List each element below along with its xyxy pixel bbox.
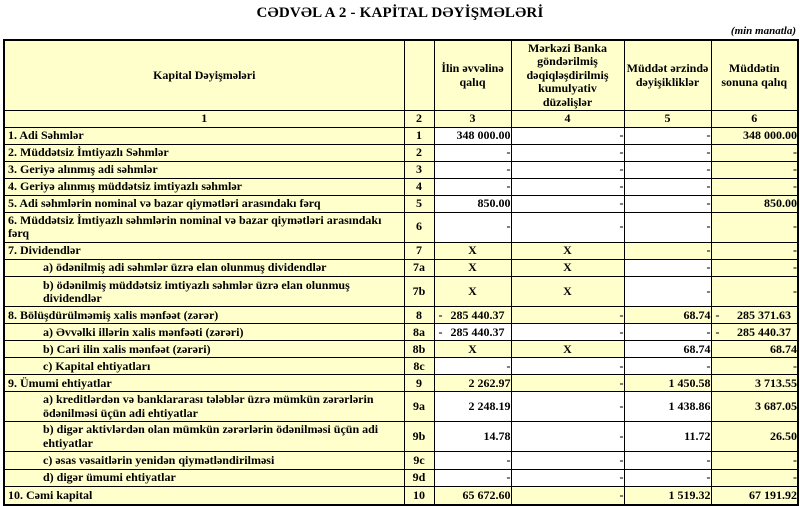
value-cell: 68.74 [624,307,711,324]
value-cell: X [434,259,511,276]
value-cell: - [711,470,798,486]
row-label: c) Kapital ehtiyatları [4,358,404,375]
row-number: 8 [404,307,434,324]
value-cell [711,307,798,324]
row-label: 6. Müddətsiz İmtiyazlı səhmlərin nominal və bazar qiymətləri arasındakı fərq [4,212,404,242]
value-cell: 1 519.32 [624,486,711,505]
table-row [4,161,798,178]
column-index: 4 [511,111,624,127]
row-label: 10. Cəmi kapital [4,486,404,505]
value-cell: - [624,161,711,178]
row-label: 4. Geriyə alınmış müddətsiz imtiyazlı səhmlər [4,178,404,195]
value-cell: X [434,341,511,358]
row-number: 9b [404,422,434,452]
value-cell: - [434,470,511,486]
value-cell: - [511,127,624,144]
value-cell: - [624,212,711,242]
value-cell: - [511,392,624,422]
minus-sign: - [715,307,720,322]
table-row [4,276,798,307]
table-row [4,324,798,341]
value-cell: - [711,161,798,178]
row-number: 6 [404,212,434,242]
table-row [4,259,798,276]
value-cell: - [511,324,624,341]
row-label: 7. Dividendlər [4,242,404,259]
row-label: 3. Geriyə alınmış adi səhmlər [4,161,404,178]
value-cell: - [624,127,711,144]
row-number: 1 [404,127,434,144]
value-cell: - [624,276,711,307]
value-cell: - [711,212,798,242]
value-cell: 348 000.00 [711,127,798,144]
value-cell: - [624,358,711,375]
value-cell: - [511,144,624,161]
row-label: b) ödənilmiş müddətsiz imtiyazlı səhmlər üzrə elan olunmuş dividendlər [4,276,404,307]
value-cell: 67 191.92 [711,486,798,505]
value-cell: 68.74 [711,341,798,358]
value-cell: 850.00 [711,195,798,212]
value-cell: - [711,276,798,307]
table-row [4,195,798,212]
row-label: 5. Adi səhmlərin nominal və bazar qiymətləri arasındakı fərq [4,195,404,212]
capital-changes-table [3,39,799,506]
row-number: 2 [404,144,434,161]
row-label: d) digər ümumi ehtiyatlar [4,470,404,486]
table-row [4,358,798,375]
minus-sign: - [438,307,443,322]
table-row [4,242,798,259]
column-index: 1 [4,111,404,127]
value-cell: 1 450.58 [624,375,711,392]
value-cell: - [624,259,711,276]
row-label: b) Cari ilin xalis mənfəət (zərəri) [4,341,404,358]
row-number: 3 [404,161,434,178]
table-row [4,212,798,242]
value-cell [434,307,511,324]
row-number: 7 [404,242,434,259]
value-cell: - [624,452,711,470]
row-label: 1. Adi Səhmlər [4,127,404,144]
value-cell: 2 248.19 [434,392,511,422]
row-number: 9d [404,470,434,486]
column-index: 5 [624,111,711,127]
row-number: 7a [404,259,434,276]
row-number: 10 [404,486,434,505]
table-row [4,178,798,195]
table-row [4,307,798,324]
row-label: b) digər aktivlərdən olan mümkün zərərlərin ödənilməsi üçün adi ehtiyatlar [4,422,404,452]
value-cell: X [511,276,624,307]
value-cell: - [511,422,624,452]
header-period-changes: Müddət ərzində dəyişikliklər [624,40,711,111]
value-cell: - [624,144,711,161]
value-cell [711,324,798,341]
table-row [4,144,798,161]
header-capital-changes: Kapital Dəyişmələri [4,40,404,111]
table-row [4,422,798,452]
value-cell: 850.00 [434,195,511,212]
value-cell: 11.72 [624,422,711,452]
value-cell: - [624,195,711,212]
header-ending-balance: Müddətin sonuna qalıq [711,40,798,111]
row-number: 7b [404,276,434,307]
value-cell: - [711,144,798,161]
value-cell: 1 438.86 [624,392,711,422]
value-cell: 3 687.05 [711,392,798,422]
value-cell: - [711,242,798,259]
row-number: 4 [404,178,434,195]
table-row [4,392,798,422]
value-cell: - [511,486,624,505]
value-cell: - [711,358,798,375]
row-number: 8b [404,341,434,358]
header-row [4,40,798,111]
cell-value: 285 440.37 [450,324,505,339]
value-cell: - [511,375,624,392]
row-number: 5 [404,195,434,212]
value-cell: 14.78 [434,422,511,452]
row-number: 8c [404,358,434,375]
table-row [4,452,798,470]
table-body [4,127,798,505]
value-cell: - [711,452,798,470]
value-cell: - [624,242,711,259]
cell-value: 285 371.63 [737,307,791,322]
value-cell: - [511,178,624,195]
value-cell: - [711,178,798,195]
header-central-bank-adjustments: Mərkəzi Banka göndərilmiş dəqiqləşdirilmiş kumulyativ düzəlişlər [511,40,624,111]
row-label: a) kreditlərdən və banklararası tələblər üzrə mümkün zərərlərin ödənilməsi üçün adi ehtiyatlar [4,392,404,422]
table-row [4,375,798,392]
column-index-row [4,111,798,127]
value-cell: - [434,178,511,195]
value-cell: - [434,161,511,178]
value-cell: X [511,242,624,259]
value-cell: - [511,212,624,242]
minus-sign: - [438,324,443,339]
value-cell: - [511,358,624,375]
cell-value: 285 440.37 [737,324,791,339]
value-cell: - [511,307,624,324]
value-cell: X [434,276,511,307]
value-cell: - [434,358,511,375]
row-number: 8a [404,324,434,341]
header-empty [404,40,434,111]
value-cell [434,324,511,341]
value-cell: 3 713.55 [711,375,798,392]
row-label: a) Əvvəlki illərin xalis mənfəəti (zərəri) [4,324,404,341]
value-cell: - [434,144,511,161]
value-cell: - [711,259,798,276]
value-cell: X [511,259,624,276]
table-row [4,127,798,144]
row-label: 9. Ümumi ehtiyatlar [4,375,404,392]
value-cell: - [511,195,624,212]
column-index: 3 [434,111,511,127]
column-index: 2 [404,111,434,127]
row-number: 9a [404,392,434,422]
row-number: 9c [404,452,434,470]
value-cell: X [434,242,511,259]
table-row [4,341,798,358]
unit-note: (min manatla) [730,25,796,37]
value-cell: - [434,212,511,242]
value-cell: - [624,324,711,341]
value-cell: 348 000.00 [434,127,511,144]
column-index: 6 [711,111,798,127]
header-beginning-balance: İlin əvvəlinə qalıq [434,40,511,111]
value-cell: - [624,178,711,195]
value-cell: - [624,470,711,486]
row-label: 8. Bölüşdürülməmiş xalis mənfəət (zərər) [4,307,404,324]
page-title: CƏDVƏL A 2 - KAPİTAL DƏYİŞMƏLƏRİ [256,5,544,21]
value-cell: - [511,161,624,178]
value-cell: 68.74 [624,341,711,358]
cell-value: 285 440.37 [450,307,505,322]
minus-sign: - [715,324,720,339]
value-cell: - [511,452,624,470]
value-cell: 65 672.60 [434,486,511,505]
row-label: a) ödənilmiş adi səhmlər üzrə elan olunmuş dividendlər [4,259,404,276]
row-label: c) əsas vəsaitlərin yenidən qiymətləndirilməsi [4,452,404,470]
value-cell: - [434,452,511,470]
value-cell: 2 262.97 [434,375,511,392]
table-row [4,470,798,486]
row-label: 2. Müddətsiz İmtiyazlı Səhmlər [4,144,404,161]
row-number: 9 [404,375,434,392]
value-cell: 26.50 [711,422,798,452]
table-row [4,486,798,505]
value-cell: - [511,470,624,486]
value-cell: X [511,341,624,358]
